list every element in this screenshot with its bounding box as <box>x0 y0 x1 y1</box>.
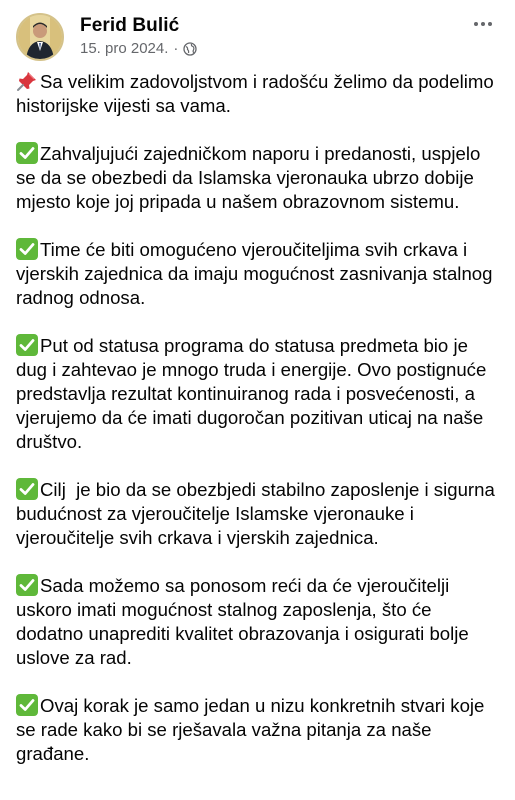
post-header <box>0 0 515 70</box>
avatar[interactable] <box>16 13 64 61</box>
post-paragraph <box>16 70 502 118</box>
post-paragraph <box>16 478 502 550</box>
paragraph-text: Ovaj korak je samo jedan u nizu konkretnih stvari koje se rade kako bi se rješavala važna pitanja za naše građane. <box>16 695 485 764</box>
check-mark-icon <box>16 694 38 716</box>
check-mark-icon <box>16 238 38 260</box>
check-mark-icon <box>16 478 38 500</box>
author-name[interactable]: Ferid Bulić <box>80 15 180 36</box>
globe-icon[interactable] <box>183 42 197 56</box>
pushpin-icon <box>16 70 38 92</box>
paragraph-text: Sa velikim zadovoljstvom i radošću želimo da podelimo historijske vijesti sa vama. <box>16 71 494 116</box>
more-horizontal-icon[interactable] <box>471 12 495 36</box>
check-mark-icon <box>16 334 38 356</box>
post-paragraph <box>16 694 502 766</box>
paragraph-text: Zahvaljujući zajedničkom naporu i predanosti, uspjelo se da se obezbedi da Islamska vjeronauka ubrzo dobije mjesto koje joj pripada u našem obrazovnom sistemu. <box>16 143 481 212</box>
check-mark-icon <box>16 574 38 596</box>
paragraph-text: Cilj je bio da se obezbjedi stabilno zaposlenje i sigurna budućnost za vjeroučitelje Islamske vjeronauke i vjeroučitelje svih crkava i vjerskih zajednica. <box>16 479 500 548</box>
paragraph-text: Time će biti omogućeno vjeroučiteljima svih crkava i vjerskih zajednica da imaju mogućnost zasnivanja stalnog radnog odnosa. <box>16 239 493 308</box>
post-date[interactable]: 15. pro 2024. <box>80 40 169 57</box>
post-paragraph <box>16 238 502 310</box>
paragraph-text: Sada možemo sa ponosom reći da će vjeroučitelji uskoro imati mogućnost stalnog zaposlenja, što će dodatno unaprediti kvalitet obrazovanja i osigurati bolje uslove za rad. <box>16 575 469 668</box>
paragraph-text: Put od statusa programa do statusa predmeta bio je dug i zahtevao je mnogo truda i energije. Ovo postignuće predstavlja rezultat kontinuiranog rada i posvećenosti, a vjerujemo da će imati dugoročan pozitivan uticaj na naše društvo. <box>16 335 487 452</box>
check-mark-icon <box>16 142 38 164</box>
post-paragraph <box>16 142 502 214</box>
post-meta <box>80 40 197 57</box>
post-paragraph <box>16 334 502 454</box>
meta-separator: · <box>173 40 179 57</box>
post-paragraph <box>16 574 502 670</box>
post-body <box>16 70 502 790</box>
